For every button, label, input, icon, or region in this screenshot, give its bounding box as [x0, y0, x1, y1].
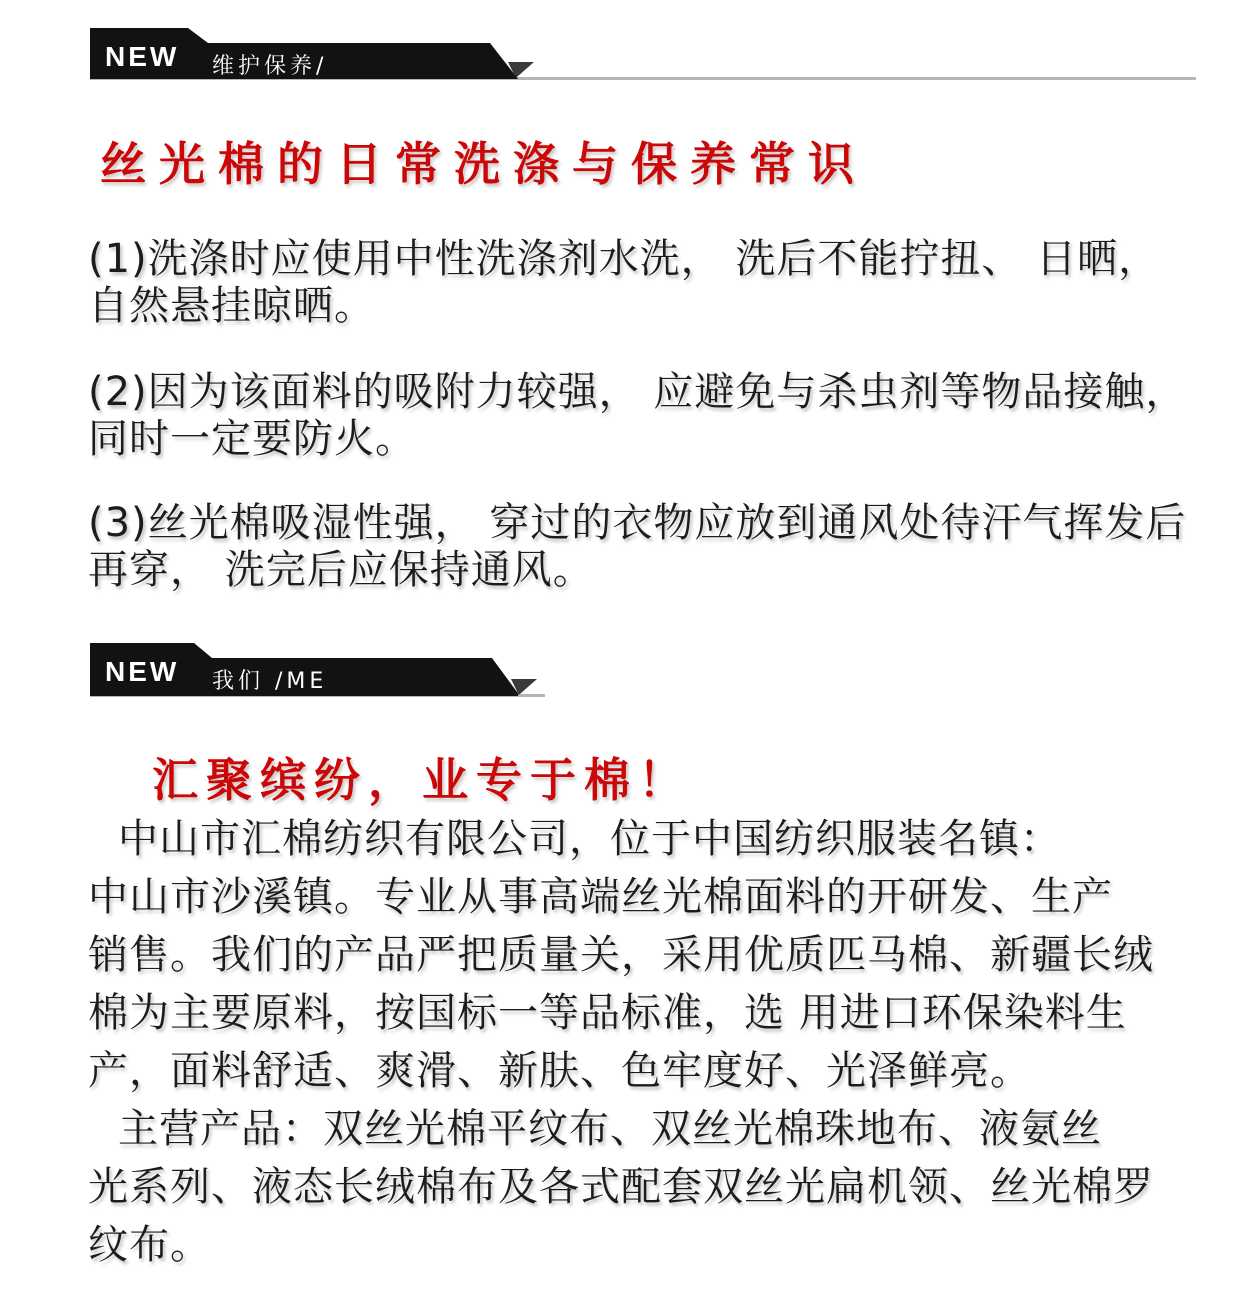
new-badge: NEW [105, 41, 180, 72]
about-heading: 汇聚缤纷，业专于棉！ [152, 753, 692, 807]
about-line: 纹布。 [88, 1222, 211, 1268]
about-text-block [88, 810, 1154, 1274]
about-line: 中山市沙溪镇。专业从事高端丝光棉面料的开研发、生产 [88, 874, 1113, 920]
about-line: 棉为主要原料，按国标一等品标准，选 用进口环保染料生 [88, 990, 1127, 1036]
care-section-banner [90, 28, 1240, 84]
about-line: 产，面料舒适、爽滑、新肤、色牢度好、光泽鲜亮。 [88, 1048, 1031, 1094]
care-item [88, 369, 1186, 463]
about-line: 光系列、液态长绒棉布及各式配套双丝光扁机领、丝光棉罗 [88, 1164, 1154, 1210]
care-line: 同时一定要防火。 [88, 416, 416, 462]
about-line: 中山市汇棉纺织有限公司，位于中国纺织服装名镇： [118, 816, 1061, 862]
banner-title: 维护保养/ [212, 54, 328, 79]
banner-title: 我们 /ME [212, 669, 328, 694]
new-badge: NEW [105, 656, 180, 687]
about-line: 销售。我们的产品严把质量关，采用优质匹马棉、新疆长绒 [88, 932, 1154, 978]
care-line: (1)洗涤时应使用中性洗涤剂水洗， 洗后不能拧扭、 日晒， [88, 236, 1160, 282]
care-line: (3)丝光棉吸湿性强， 穿过的衣物应放到通风处待汗气挥发后 [88, 500, 1187, 546]
care-heading: 丝光棉的日常洗涤与保养常识 [100, 137, 867, 191]
care-line: (2)因为该面料的吸附力较强， 应避免与杀虫剂等物品接触， [88, 369, 1187, 415]
about-line: 主营产品：双丝光棉平纹布、双丝光棉珠地布、液氨丝 [118, 1106, 1102, 1152]
care-item [88, 236, 1159, 330]
care-item [88, 500, 1186, 594]
care-line: 自然悬挂晾晒。 [88, 283, 375, 329]
about-section-banner [90, 643, 1240, 699]
care-line: 再穿， 洗完后应保持通风。 [88, 547, 594, 593]
